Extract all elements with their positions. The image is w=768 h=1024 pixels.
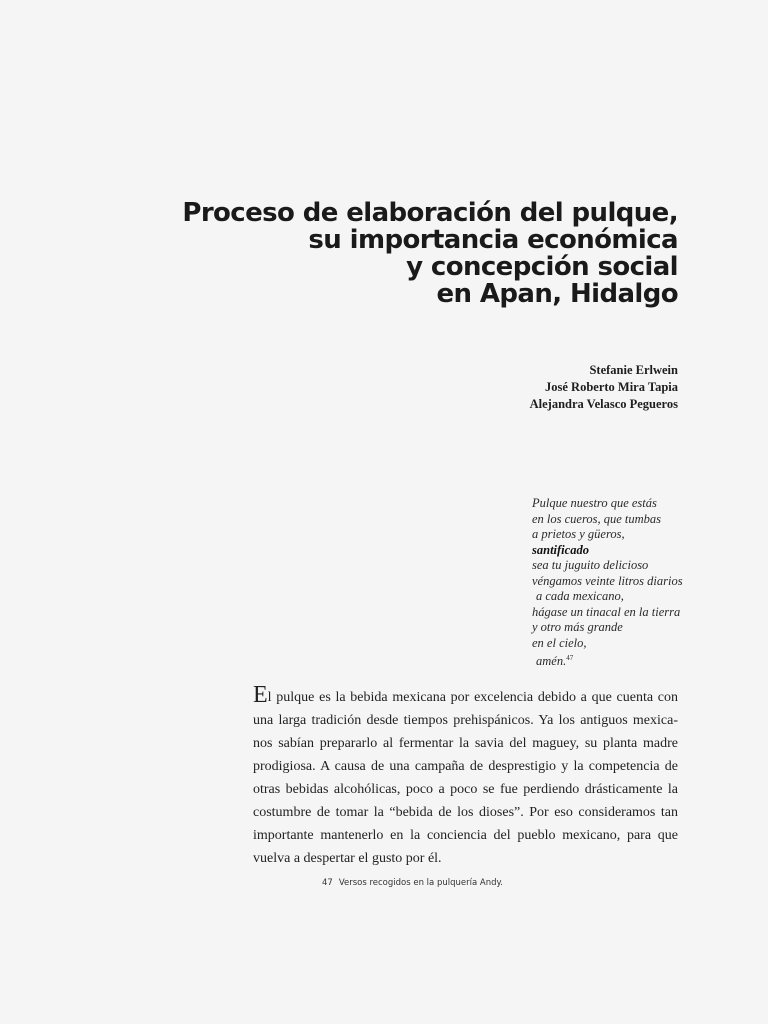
author-name: Stefanie Erlwein [589,363,678,377]
author-name: José Roberto Mira Tapia [545,380,678,394]
footnote [322,878,503,888]
author-name: Alejandra Velasco Pegueros [529,397,678,411]
poem-line: en los cueros, que tumbas [532,511,662,526]
paragraph-line: nos sabían prepararlo al fermentar la savia del maguey, su planta madre [253,736,678,751]
poem-line: amén. [536,654,567,668]
paragraph-line: otras bebidas alcohólicas, poco a poco se fue perdiendo drásticamente la [253,782,678,797]
title-line: su importancia económica [308,225,678,255]
paragraph-line: prodigiosa. A causa de una campaña de desprestigio y la competencia de [253,759,678,774]
paragraph-line: l pulque es la bebida mexicana por excelencia debido a que cuenta con [267,690,678,705]
author-list [530,362,678,413]
paragraph-line: costumbre de tomar la “bebida de los dioses”. Por eso consideramos tan [253,805,678,820]
paragraph-line: vuelva a despertar el gusto por él. [253,851,442,866]
paragraph-line: importante mantenerlo en la conciencia del pueblo mexicano, para que [253,828,678,843]
poem-line: a cada mexicano, [536,589,624,603]
title-line: en Apan, Hidalgo [436,279,678,309]
poem-line-emphasis: santificado [532,542,589,557]
poem-line: véngamos veinte litros diarios [532,573,683,588]
poem-line: y otro más grande [532,620,623,634]
poem-line: en el cielo, [532,635,587,650]
paragraph-line-first [253,683,678,709]
footnote-text: Versos recogidos en la pulquería Andy. [338,878,503,888]
article-title [118,200,678,308]
footnote-number: 47 [322,878,333,888]
title-line: y concepción social [406,252,678,282]
poem-line: hágase un tinacal en la tierra [532,604,681,619]
poem-line: Pulque nuestro que estás [532,496,657,510]
paragraph-line: una larga tradición desde tiempos prehispánicos. Ya los antiguos mexica- [253,713,678,728]
title-line: Proceso de elaboración del pulque, [182,198,678,228]
body-paragraph [253,683,678,870]
footnote-reference[interactable]: 47 [566,654,574,662]
epigraph-poem [532,496,683,670]
drop-cap: E [253,682,268,708]
poem-line: a prietos y güeros, [532,527,625,541]
poem-last-line [532,651,683,670]
poem-line: sea tu juguito delicioso [532,558,649,572]
